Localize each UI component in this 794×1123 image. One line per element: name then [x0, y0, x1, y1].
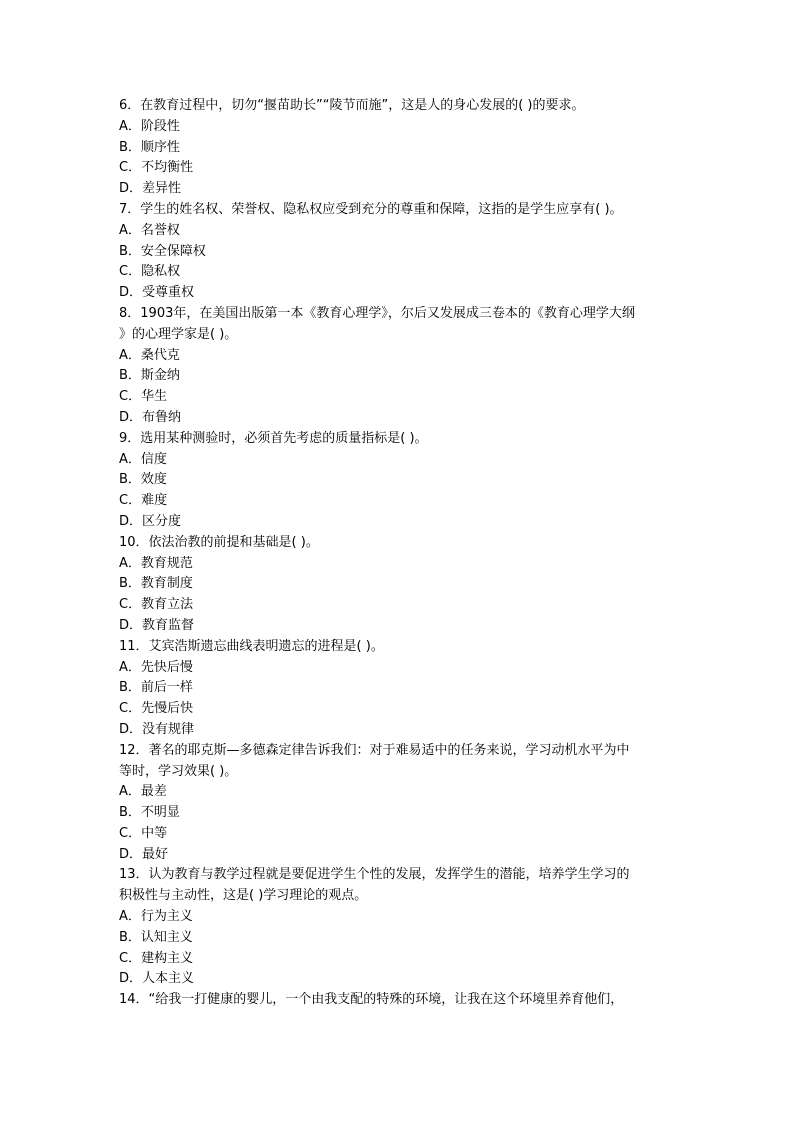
question-10	[119, 533, 679, 637]
option-a: A．行为主义	[119, 909, 193, 925]
option-b: B．顺序性	[119, 139, 180, 155]
option-d: D．差异性	[119, 181, 182, 197]
option-d: D．没有规律	[119, 721, 195, 737]
option-b: B．不明显	[119, 805, 180, 821]
option-a: A．教育规范	[119, 555, 193, 571]
question-stem: 13．认为教育与教学过程就是要促进学生个性的发展，发挥学生的潜能，培养学生学习的	[119, 867, 630, 883]
option-c: C．教育立法	[119, 597, 194, 613]
option-d: D．人本主义	[119, 971, 195, 987]
option-a: A．最差	[119, 784, 167, 800]
question-11	[119, 637, 679, 741]
question-stem: 6．在教育过程中，切勿“揠苗助长”“陵节而施”，这是人的身心发展的( )的要求。	[119, 98, 585, 113]
option-b: B．斯金纳	[119, 368, 180, 384]
option-d: D．最好	[119, 846, 169, 862]
option-a: A．信度	[119, 451, 167, 467]
option-d: D．布鲁纳	[119, 409, 182, 425]
option-b: B．效度	[119, 472, 167, 488]
option-c: C．隐私权	[119, 264, 181, 280]
option-c: C．建构主义	[119, 950, 194, 966]
option-d: D．教育监督	[119, 617, 195, 633]
question-stem: 7．学生的姓名权、荣誉权、隐私权应受到充分的尊重和保障，这指的是学生应享有( )。	[119, 201, 623, 217]
option-c: C．难度	[119, 493, 168, 509]
question-stem: 10．依法治教的前提和基础是( )。	[119, 534, 319, 550]
question-8	[119, 304, 679, 429]
option-c: C．先慢后快	[119, 701, 194, 717]
option-a: A．先快后慢	[119, 659, 193, 675]
question-12	[119, 741, 679, 866]
option-a: A．名誉权	[119, 222, 180, 238]
option-b: B．教育制度	[119, 576, 193, 592]
question-6	[119, 96, 679, 200]
question-stem-continued: 》的心理学家是( )。	[119, 326, 238, 342]
question-stem-continued: 等时，学习效果( )。	[119, 763, 238, 779]
document-page	[119, 96, 679, 1011]
question-13	[119, 865, 679, 990]
question-stem: 9．选用某种测验时，必须首先考虑的质量指标是( )。	[119, 430, 428, 446]
question-stem: 8．1903年，在美国出版第一本《教育心理学》，尔后又发展成三卷本的《教育心理学大纲	[119, 305, 635, 321]
option-b: B．安全保障权	[119, 243, 206, 259]
option-c: C．华生	[119, 389, 168, 405]
question-14	[119, 990, 679, 1011]
question-stem: 14．“给我一打健康的婴儿，一个由我支配的特殊的环境，让我在这个环境里养育他们，	[119, 992, 624, 1008]
question-stem-continued: 积极性与主动性，这是( )学习理论的观点。	[119, 888, 368, 904]
option-d: D．受尊重权	[119, 285, 195, 301]
option-a: A．桑代克	[119, 347, 180, 363]
option-d: D．区分度	[119, 513, 182, 529]
question-9	[119, 429, 679, 533]
option-c: C．不均衡性	[119, 160, 194, 176]
option-a: A．阶段性	[119, 118, 180, 134]
question-stem: 12．著名的耶克斯—多德森定律告诉我们：对于难易适中的任务来说，学习动机水平为中	[119, 742, 630, 758]
option-b: B．前后一样	[119, 680, 193, 696]
option-c: C．中等	[119, 825, 168, 841]
question-7	[119, 200, 679, 304]
option-b: B．认知主义	[119, 929, 193, 945]
question-stem: 11．艾宾浩斯遗忘曲线表明遗忘的进程是( )。	[119, 638, 384, 654]
